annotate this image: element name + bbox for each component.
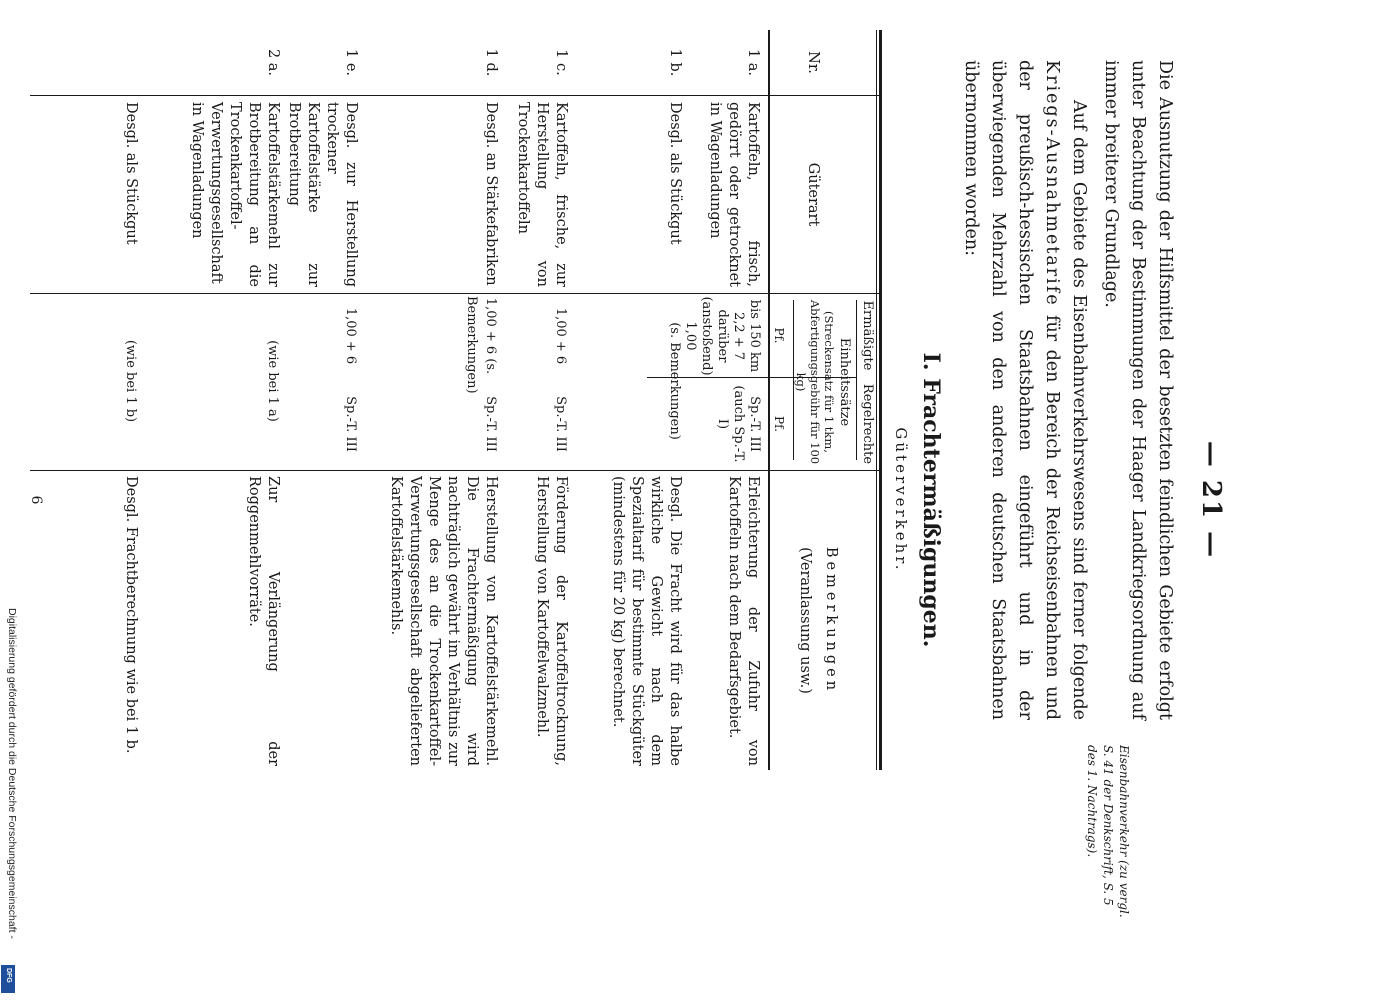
col-divider (30, 470, 882, 471)
row-nr: 1 a. (745, 48, 761, 77)
row-gueterart: Kartoffelstärkemehl zur Brotbereitung an die Trockenkartoffel-Verwertungsgesellschaft in Wagenladungen (189, 102, 281, 287)
row-bemerkungen: Desgl. Frachtberechnung wie bei 1 b. (123, 476, 139, 754)
page-footer-mark: 6 (28, 495, 44, 505)
side-note-line: Eisenbahnverkehr (zu vergl. (1117, 745, 1131, 918)
row-nr: 1 d. (483, 48, 499, 77)
main-paragraph-end: für den Bereich der Reichseisenbahnen und der preußisch-hessischen Staatsbahnen eingeführt und in der überwiegenden Mehrzahl von den anderen deutschen Staatsbahnen übernommen worden: (961, 60, 1062, 720)
section-title: I. Frachtermäßigungen. (918, 352, 944, 648)
row-gueterart: Desgl. zur Herstellung trockener Kartoffelstärke zur Brotbereitung (286, 102, 359, 287)
header-einheitssaetze-note: (Streckensatz für 1 tkm, Abfertigungsgebühr für 100 kg) (794, 299, 836, 465)
header-bemerkungen-note: (Veranlassung usw.) (797, 547, 813, 694)
row-bemerkungen: Herstellung von Kartoffelstärkemehl. Die Frachtermäßigung wird nachträglich gewährt im Verhältnis zur Menge des an die Trockenkartoffel-Verwertungsgesellschaft abgelieferten Kartoffelstärkemehls. (388, 476, 499, 766)
main-paragraph-start: Auf dem Gebiete des Eisenbahnverkehrswesens sind ferner folgende (1069, 100, 1089, 720)
row-gueterart: Desgl. als Stückgut (123, 102, 139, 245)
row-regelrecht: Sp.-T. III (auch Sp.-T. I) (715, 385, 762, 463)
rotated-document-page (20, 0, 1240, 1000)
header-regelrechte: Regelrechte (860, 383, 875, 465)
row-ermaessigt: (wie bei 1 b) (123, 339, 138, 423)
row-regelrecht: Sp.-T. III (343, 396, 358, 452)
side-note-line: des 1. Nachtrags). (1085, 745, 1099, 858)
row-ermaessigt: 1,00 + 6 (553, 307, 568, 365)
row-ermaessigt: 1,00 + 6 (343, 307, 358, 365)
side-note (1084, 745, 1132, 925)
dfg-logo (1, 965, 15, 993)
row-nr: 1 c. (553, 49, 569, 76)
main-paragraph (957, 60, 1092, 720)
row-ermaessigt: (s. Bemerkungen) (667, 322, 682, 440)
row-gueterart: Kartoffeln, frische, zur Herstellung von Trockenkartoffeln (515, 102, 569, 287)
intro-paragraph: Die Ausnutzung der Hilfsmittel der besetzten feindlichen Gebiete erfolgt unter Beachtung der Bestimmungen der Haager Landkriegsordnung auf immer breiterer Grundlage. (1101, 60, 1175, 720)
header-pf-regelrecht: Pf. (772, 416, 786, 432)
header-bemerkungen: Bemerkungen (823, 546, 839, 695)
header-ermaessigte: Ermäßigte (860, 300, 875, 371)
header-einheitssaetze: Einheitssätze (837, 337, 852, 427)
row-nr: 1 e. (343, 48, 359, 77)
header-nr: Nr. (805, 51, 821, 74)
table-top-rule (879, 30, 882, 770)
row-regelrecht: Sp.-T. III (553, 396, 568, 452)
col-divider (30, 293, 882, 294)
scan-credit (4, 608, 18, 996)
header-subrule (856, 300, 857, 460)
main-paragraph-spaced: Kriegs-Ausnahmetarife (1042, 60, 1062, 307)
page-number: — 21 — (1196, 440, 1226, 560)
row-bemerkungen: Förderung der Kartoffeltrocknung, Herstellung von Kartoffelwalzmehl. (534, 476, 569, 766)
row-nr: 1 b. (667, 48, 683, 77)
row-bemerkungen: Zur Verlängerung der Roggenmehlvorräte. (246, 476, 281, 766)
row-gueterart: Desgl. an Stärkefabriken (483, 102, 499, 286)
side-note-line: S. 41 der Denkschrift, S. 5 (1101, 745, 1115, 906)
row-ermaessigt: 1,00 + 6 (s. Bemerkungen) (464, 296, 498, 394)
section-subtitle: Güterverkehr. (892, 427, 910, 573)
row-nr: 2 a. (265, 48, 281, 77)
header-gueterart: Güterart (805, 162, 821, 227)
row-regelrecht: Sp.-T. III (483, 396, 498, 452)
scan-credit-text: Digitalisierung gefördert durch die Deutsche Forschungsgemeinschaft - (6, 608, 18, 939)
row-gueterart: Desgl. als Stückgut (667, 102, 683, 245)
col-divider (30, 95, 882, 96)
row-gueterart: Kartoffeln, frisch, gedörrt oder getrocknet in Wagenladungen (707, 102, 761, 287)
row-ermaessigt: bis 150 km 2,2 + 7 darüber (anstoßend) 1,00 (683, 296, 762, 376)
row-ermaessigt: (wie bei 1 a) (265, 340, 280, 422)
header-pf-ermaessigt: Pf. (772, 327, 786, 344)
dfg-logo-text: DFG (5, 968, 12, 983)
row-bemerkungen: Desgl. Die Fracht wird für das halbe wirkliche Gewicht nach dem Spezialtarif für bestimmte Stückgüter (mindestens für 20 kg) berechnet. (610, 476, 683, 766)
row-bemerkungen: Erleichterung der Zufuhr von Kartoffeln nach dem Bedarfsgebiet. (726, 476, 761, 766)
